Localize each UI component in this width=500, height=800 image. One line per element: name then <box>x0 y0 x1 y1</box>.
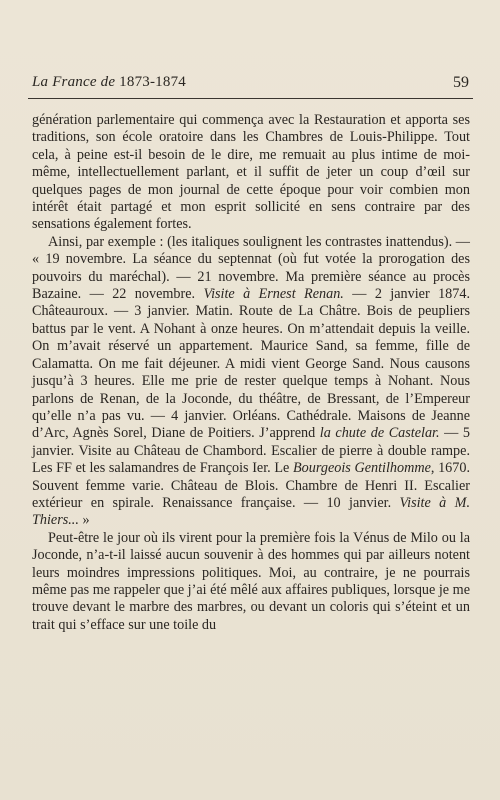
page-number: 59 <box>453 74 469 91</box>
running-title <box>32 74 186 91</box>
p2-part-d: , 1670. Souvent femme varie. Château de Blois. Chambre de Henri II. Escalier extérieur en spirale. Renaissance française. — 10 janvier. <box>32 460 471 511</box>
header-rule <box>28 98 473 99</box>
p2-part-c: — 5 janvier. Visite au Château de Chambord. Escalier de pierre à double rampe. Les FF et les salamandres de François Ier. Le <box>32 425 471 477</box>
p2-part-e: » <box>78 512 90 529</box>
p2-italic-bourgeois: Bourgeois Gentilhomme <box>293 460 431 477</box>
p2-part-b: — 2 janvier 1874. Châteauroux. — 3 janvier. Matin. Route de La Châtre. Bois de peupliers battus par le vent. A Nohant à onze heures. On m’attendait depuis la veille. On m’avait réservé un appartement. Maurice Sand, sa femme, fille de Calamatta. On me fait déjeuner. A midi vient George Sand. Nous causons jusqu’à 3 heures. Elle me prie de rester quelque temps à Nohant. Nous parlons de Renan, de la Joconde, du théâtre, de Bressant, de l’Empereur qu’elle n’a pas vu. — 4 janvier. Orléans. Cathédrale. Maisons de Jeanne d’Arc, Agnès Sorel, Diane de Poitiers. J’apprend <box>32 286 471 442</box>
running-title-text: La France de <box>32 74 116 90</box>
paragraph-2 <box>32 234 470 530</box>
running-title-years: 1873-1874 <box>119 74 186 90</box>
page-header <box>28 72 473 94</box>
paragraph-1: génération parlementaire qui commença avec la Restauration et apporta ses traditions, son école oratoire dans les Chambres de Louis-Philippe. Tout cela, à peine est-il besoin de le dire, me remuait au plus intime de moi-même, intellectuellement parlant, et il suffit de jeter un coup d’œil sur quelques pages de mon journal de cette époque pour voir combien mon intérêt était partagé et mon esprit sollicité en sens contraire par des sensations également fortes. <box>32 112 470 233</box>
paragraph-3: Peut-être le jour où ils virent pour la première fois la Vénus de Milo ou la Joconde, n’a-t-il laissé aucun souvenir à des hommes qui par ailleurs notent leurs moindres impressions politiques. Moi, au contraire, je ne pourrais même pas me rappeler que j’ai été mêlé aux affaires publiques, lorsque je me trouve devant le marbre des marbres, ou devant un coloris qui s’éteint et un trait qui s’efface sur une toile du <box>32 529 470 633</box>
p2-italic-castelar: la chute de Castelar. <box>319 425 440 442</box>
p2-part-a: Ainsi, par exemple : (les italiques soulignent les contrastes inattendus). — « 19 novembre. La séance du septennat (où fut votée la prorogation des pouvoirs du maréchal). — 21 novembre. Ma première séance au procès Bazaine. — 22 novembre. <box>32 233 470 303</box>
p2-italic-thiers: Visite à M. Thiers... <box>32 494 470 529</box>
body-text <box>32 112 470 634</box>
p2-italic-renan: Visite à Ernest Renan. <box>203 286 344 303</box>
